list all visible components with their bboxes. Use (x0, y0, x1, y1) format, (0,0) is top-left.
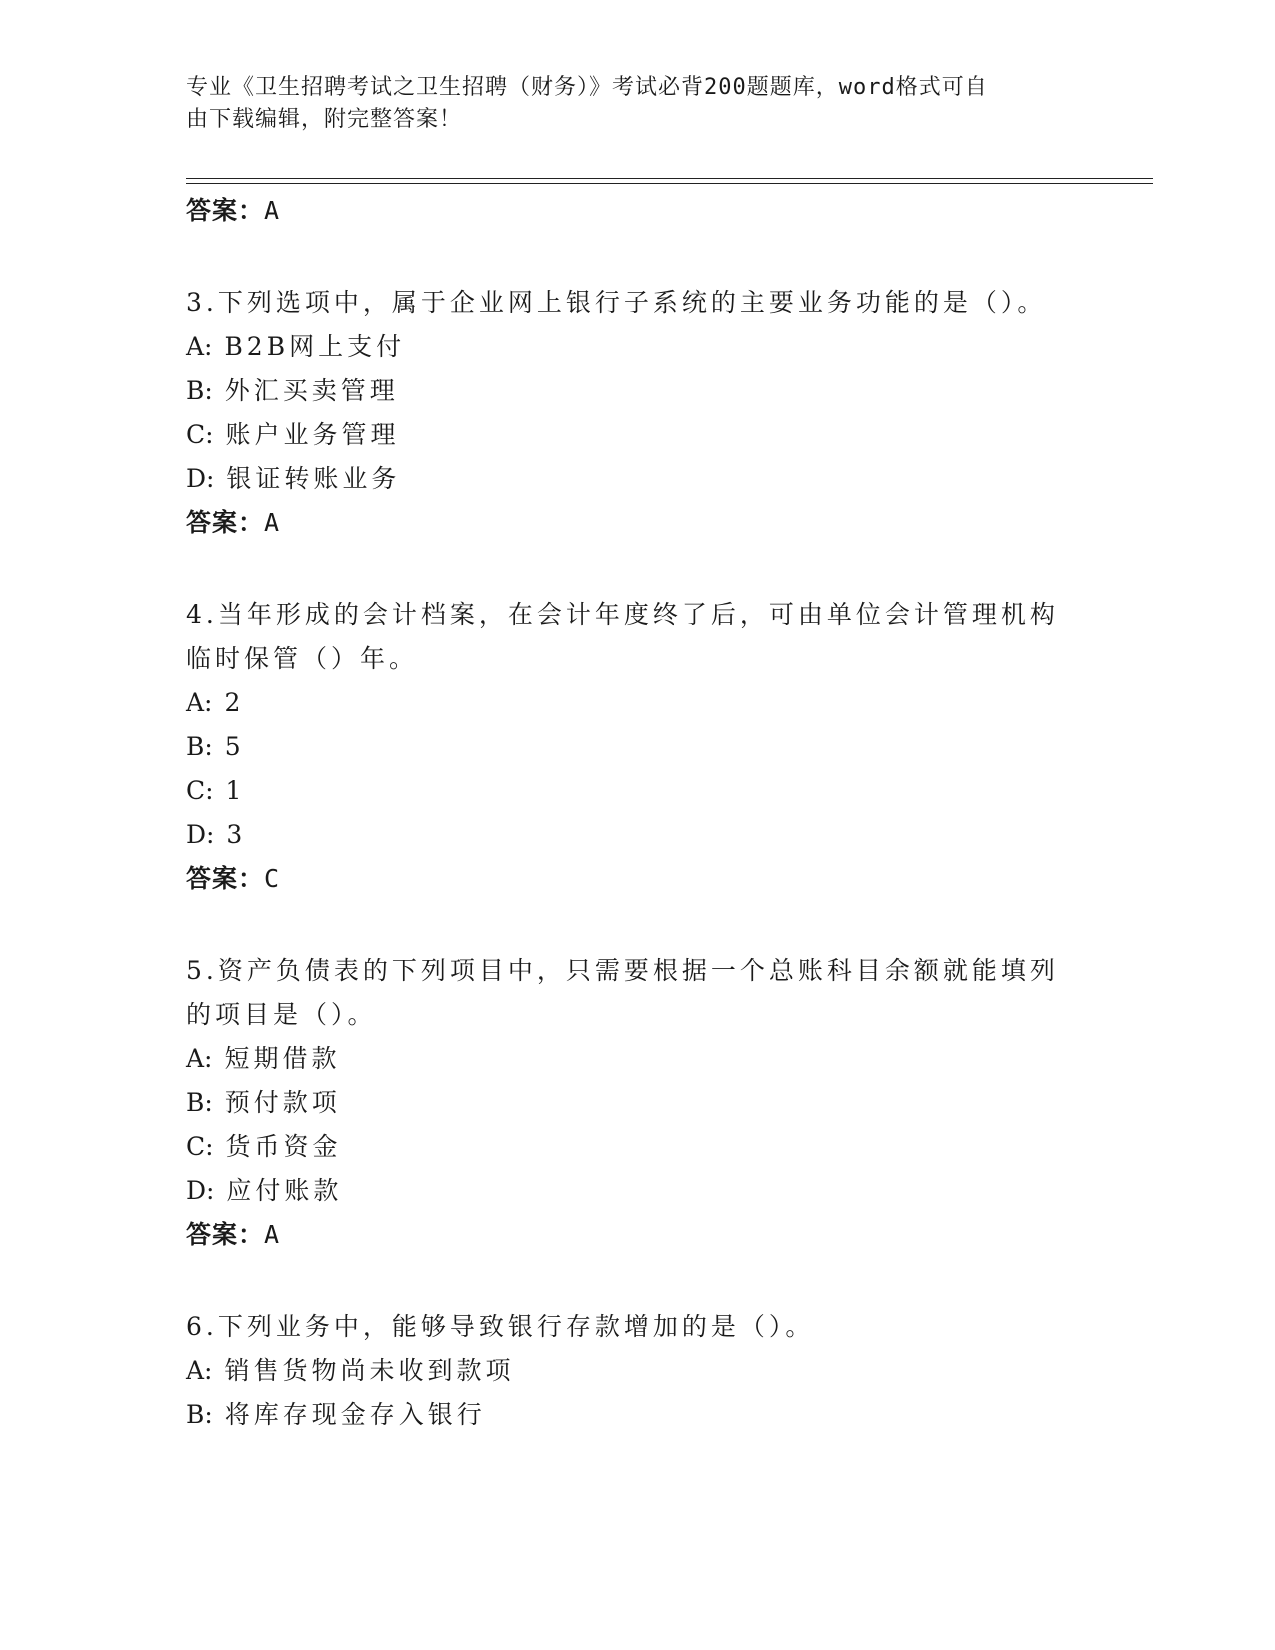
question-5-stem-line-2: 的项目是（）。 (186, 1000, 377, 1029)
option-text: B2B网上支付 (224, 332, 406, 361)
question-4-option-d (186, 820, 246, 850)
question-3-option-d (186, 464, 400, 494)
question-6-option-b (186, 1400, 486, 1430)
option-text: 货币资金 (225, 1132, 342, 1161)
question-3-option-b (186, 376, 399, 406)
question-6-stem: 6.下列业务中，能够导致银行存款增加的是（）。 (186, 1312, 815, 1341)
question-3-option-a (186, 332, 405, 362)
option-key: B: (186, 732, 213, 761)
answer-line-q2 (186, 196, 280, 226)
answer-line-q3 (186, 508, 280, 538)
answer-value: A (264, 196, 281, 225)
option-key: D: (186, 1176, 215, 1205)
question-4-option-c (186, 776, 245, 806)
answer-value: A (264, 508, 281, 537)
option-text: 短期借款 (224, 1044, 341, 1073)
header-line-1: 专业《卫生招聘考试之卫生招聘（财务）》考试必背200题题库，word格式可自 (186, 75, 988, 100)
option-key: A: (186, 1356, 213, 1385)
question-5-stem-line-1: 5.资产负债表的下列项目中，只需要根据一个总账科目余额就能填列 (186, 956, 1059, 985)
answer-label: 答案： (186, 864, 265, 893)
question-4-stem-line-1: 4.当年形成的会计档案，在会计年度终了后，可由单位会计管理机构 (186, 600, 1059, 629)
question-4-stem-line-2: 临时保管（）年。 (186, 644, 419, 673)
option-text: 5 (224, 732, 245, 761)
question-3-stem: 3.下列选项中，属于企业网上银行子系统的主要业务功能的是（）。 (186, 288, 1047, 317)
option-key: C: (186, 420, 214, 449)
option-text: 账户业务管理 (225, 420, 400, 449)
question-5-option-b (186, 1088, 341, 1118)
option-text: 银证转账业务 (226, 464, 401, 493)
option-key: C: (186, 776, 214, 805)
option-text: 2 (224, 688, 245, 717)
option-text: 应付账款 (226, 1176, 343, 1205)
document-header (186, 72, 1066, 136)
option-key: A: (186, 688, 213, 717)
option-key: D: (186, 464, 215, 493)
question-5-option-c (186, 1132, 342, 1162)
option-key: C: (186, 1132, 214, 1161)
question-6-option-a (186, 1356, 514, 1386)
question-3-option-c (186, 420, 400, 450)
question-4-option-a (186, 688, 244, 718)
answer-label: 答案： (186, 508, 265, 537)
option-text: 销售货物尚未收到款项 (224, 1356, 515, 1385)
option-key: B: (186, 1400, 213, 1429)
option-text: 预付款项 (224, 1088, 341, 1117)
option-key: B: (186, 1088, 213, 1117)
header-divider-top (186, 178, 1153, 179)
option-key: B: (186, 376, 213, 405)
option-text: 将库存现金存入银行 (224, 1400, 486, 1429)
answer-line-q5 (186, 1220, 280, 1250)
option-text: 外汇买卖管理 (224, 376, 399, 405)
question-4-option-b (186, 732, 245, 762)
question-5-option-a (186, 1044, 340, 1074)
option-key: D: (186, 820, 215, 849)
option-key: A: (186, 1044, 213, 1073)
option-key: A: (186, 332, 213, 361)
answer-label: 答案： (186, 196, 265, 225)
header-divider-bottom (186, 183, 1153, 184)
option-text: 1 (225, 776, 246, 805)
question-5-option-d (186, 1176, 342, 1206)
answer-value: A (264, 1220, 281, 1249)
answer-line-q4 (186, 864, 280, 894)
answer-value: C (264, 864, 281, 893)
header-line-2: 由下载编辑，附完整答案！ (186, 107, 463, 132)
answer-label: 答案： (186, 1220, 265, 1249)
option-text: 3 (226, 820, 247, 849)
